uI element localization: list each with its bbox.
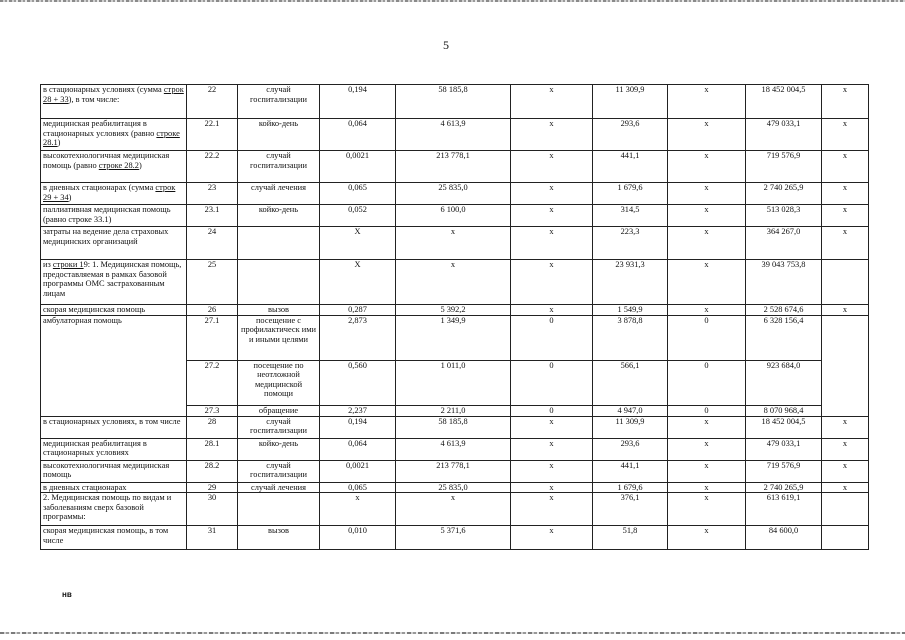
table-row: [41, 493, 869, 526]
row-name-text: скорая медицинская помощь: [43, 305, 146, 314]
row-name-text: паллиативная медицинская помощь (равно строке 33.1): [43, 205, 171, 224]
cost-cell: 5 371,6: [396, 526, 511, 550]
table-row: [41, 227, 869, 260]
table-row: [41, 438, 869, 460]
table-row: [41, 460, 869, 482]
row-name-text-tail: ), в том числе:: [68, 94, 120, 104]
row-name-text: медицинская реабилитация в стационарных условиях (равно: [43, 119, 157, 138]
oms-cost-cell: 376,1: [593, 493, 668, 526]
norm-cell: 0,065: [320, 482, 396, 493]
oms-sum-cell: 719 576,9: [746, 460, 822, 482]
oms-cost-cell: 11 309,9: [593, 85, 668, 119]
budget-cost-cell: х: [511, 416, 593, 438]
oms-sum-cell: 2 740 265,9: [746, 482, 822, 493]
norm-cell: 2,873: [320, 315, 396, 360]
budget-cost-cell: х: [511, 438, 593, 460]
row-number-cell: 23.1: [187, 205, 238, 227]
footer-mark: нв: [62, 590, 72, 599]
budget-cost-cell: х: [511, 305, 593, 316]
row-number-cell: 24: [187, 227, 238, 260]
budget-sum-cell: х: [668, 438, 746, 460]
row-number-cell: 29: [187, 482, 238, 493]
row-name-text: в стационарных условиях (сумма: [43, 85, 164, 94]
table-row: [41, 416, 869, 438]
row-name-cell: [41, 151, 187, 183]
row-name-text: в дневных стационарах (сумма: [43, 183, 156, 192]
oms-cost-cell: 4 947,0: [593, 405, 668, 416]
row-name-text-tail: 9: 1. Медицинская помощь, предоставляемая в рамках базовой программы ОМС застрахованным лицам: [43, 260, 182, 298]
row-name-text: высокотехнологичная медицинская помощь: [43, 460, 170, 480]
table-row: [41, 205, 869, 227]
unit-cell: [238, 260, 320, 305]
share-cell: х: [822, 227, 869, 260]
budget-cost-cell: х: [511, 119, 593, 151]
scan-edge-bottom: [0, 632, 905, 634]
unit-cell: посещение по неотложной медицинской помощи: [238, 360, 320, 405]
norm-cell: 0,064: [320, 119, 396, 151]
unit-cell: вызов: [238, 526, 320, 550]
cost-cell: 1 011,0: [396, 360, 511, 405]
table-row: [41, 482, 869, 493]
budget-sum-cell: х: [668, 119, 746, 151]
row-number-cell: 22: [187, 85, 238, 119]
row-number-cell: 22.1: [187, 119, 238, 151]
row-name-cell: [41, 227, 187, 260]
share-cell: [822, 526, 869, 550]
row-reference-link[interactable]: строке 28.1: [43, 128, 180, 148]
budget-sum-cell: х: [668, 151, 746, 183]
share-cell: х: [822, 482, 869, 493]
row-number-cell: 26: [187, 305, 238, 316]
row-name-text: 2. Медицинская помощь по видам и заболеваниям сверх базовой программы:: [43, 493, 172, 522]
table-row: [41, 305, 869, 316]
data-table: [40, 84, 869, 550]
budget-sum-cell: 0: [668, 360, 746, 405]
budget-cost-cell: х: [511, 460, 593, 482]
oms-sum-cell: 364 267,0: [746, 227, 822, 260]
budget-cost-cell: х: [511, 260, 593, 305]
oms-sum-cell: 479 033,1: [746, 119, 822, 151]
budget-sum-cell: х: [668, 227, 746, 260]
norm-cell: 0,065: [320, 183, 396, 205]
row-name-cell: [41, 315, 187, 416]
row-name-text: из: [43, 260, 53, 269]
oms-cost-cell: 23 931,3: [593, 260, 668, 305]
share-cell: х: [822, 183, 869, 205]
row-reference-link[interactable]: строке 28.2: [98, 160, 139, 170]
oms-cost-cell: 293,6: [593, 438, 668, 460]
unit-cell: посещение с профилактическ ими и иными целями: [238, 315, 320, 360]
budget-cost-cell: х: [511, 205, 593, 227]
budget-sum-cell: 0: [668, 315, 746, 360]
oms-sum-cell: 84 600,0: [746, 526, 822, 550]
row-number-cell: 22.2: [187, 151, 238, 183]
norm-cell: 2,237: [320, 405, 396, 416]
norm-cell: 0,194: [320, 85, 396, 119]
unit-cell: случай госпитализации: [238, 85, 320, 119]
share-cell: [822, 315, 869, 416]
cost-cell: 213 778,1: [396, 151, 511, 183]
oms-sum-cell: 513 028,3: [746, 205, 822, 227]
oms-cost-cell: 3 878,8: [593, 315, 668, 360]
oms-cost-cell: 1 549,9: [593, 305, 668, 316]
row-name-cell: [41, 526, 187, 550]
cost-cell: 58 185,8: [396, 85, 511, 119]
row-name-cell: [41, 438, 187, 460]
row-name-cell: [41, 119, 187, 151]
budget-sum-cell: х: [668, 85, 746, 119]
row-name-cell: [41, 305, 187, 316]
row-number-cell: 27.3: [187, 405, 238, 416]
row-name-text-tail: ): [68, 192, 72, 202]
cost-cell: 4 613,9: [396, 119, 511, 151]
unit-cell: вызов: [238, 305, 320, 316]
cost-cell: х: [396, 227, 511, 260]
table-row: [41, 119, 869, 151]
oms-cost-cell: 51,8: [593, 526, 668, 550]
oms-cost-cell: 11 309,9: [593, 416, 668, 438]
budget-sum-cell: х: [668, 416, 746, 438]
budget-cost-cell: х: [511, 151, 593, 183]
row-name-cell: [41, 183, 187, 205]
share-cell: х: [822, 119, 869, 151]
unit-cell: [238, 227, 320, 260]
budget-sum-cell: х: [668, 205, 746, 227]
row-reference-link[interactable]: строк 29 + 34: [43, 183, 176, 202]
row-name-text: амбулаторная помощь: [43, 315, 122, 325]
norm-cell: 0,287: [320, 305, 396, 316]
row-name-text-tail: ): [138, 160, 142, 170]
row-reference-link[interactable]: строк 28 + 33: [43, 85, 184, 104]
budget-sum-cell: х: [668, 260, 746, 305]
row-reference-link[interactable]: строки 1: [52, 260, 84, 269]
share-cell: х: [822, 460, 869, 482]
row-name-cell: [41, 493, 187, 526]
norm-cell: 0,010: [320, 526, 396, 550]
cost-cell: 25 835,0: [396, 183, 511, 205]
row-name-cell: [41, 85, 187, 119]
unit-cell: случай лечения: [238, 482, 320, 493]
table-body: [41, 85, 869, 550]
oms-sum-cell: 18 452 004,5: [746, 416, 822, 438]
oms-cost-cell: 314,5: [593, 205, 668, 227]
row-number-cell: 30: [187, 493, 238, 526]
share-cell: [822, 493, 869, 526]
row-number-cell: 28.2: [187, 460, 238, 482]
cost-cell: 58 185,8: [396, 416, 511, 438]
budget-cost-cell: х: [511, 482, 593, 493]
budget-cost-cell: 0: [511, 360, 593, 405]
cost-cell: 6 100,0: [396, 205, 511, 227]
table-row: [41, 526, 869, 550]
row-name-cell: [41, 205, 187, 227]
page-number: 5: [443, 38, 449, 52]
row-name-text: затраты на ведение дела страховых медицинских организаций: [43, 227, 169, 246]
share-cell: х: [822, 151, 869, 183]
share-cell: х: [822, 416, 869, 438]
oms-cost-cell: 223,3: [593, 227, 668, 260]
norm-cell: 0,0021: [320, 151, 396, 183]
budget-cost-cell: х: [511, 526, 593, 550]
budget-sum-cell: 0: [668, 405, 746, 416]
oms-sum-cell: 6 328 156,4: [746, 315, 822, 360]
share-cell: х: [822, 85, 869, 119]
unit-cell: койко-день: [238, 119, 320, 151]
cost-cell: х: [396, 493, 511, 526]
row-name-cell: [41, 260, 187, 305]
oms-sum-cell: 923 684,0: [746, 360, 822, 405]
table-row: [41, 315, 869, 360]
oms-sum-cell: 39 043 753,8: [746, 260, 822, 305]
row-number-cell: 23: [187, 183, 238, 205]
row-number-cell: 25: [187, 260, 238, 305]
norm-cell: 0,194: [320, 416, 396, 438]
row-name-cell: [41, 460, 187, 482]
row-number-cell: 28.1: [187, 438, 238, 460]
oms-sum-cell: 613 619,1: [746, 493, 822, 526]
cost-cell: 213 778,1: [396, 460, 511, 482]
oms-cost-cell: 1 679,6: [593, 482, 668, 493]
row-number-cell: 27.1: [187, 315, 238, 360]
norm-cell: 0,064: [320, 438, 396, 460]
cost-cell: 4 613,9: [396, 438, 511, 460]
row-name-text: в дневных стационарах: [43, 482, 127, 492]
norm-cell: 0,0021: [320, 460, 396, 482]
share-cell: х: [822, 205, 869, 227]
budget-cost-cell: 0: [511, 405, 593, 416]
oms-sum-cell: 18 452 004,5: [746, 85, 822, 119]
unit-cell: койко-день: [238, 205, 320, 227]
oms-cost-cell: 441,1: [593, 460, 668, 482]
budget-sum-cell: х: [668, 305, 746, 316]
budget-sum-cell: х: [668, 482, 746, 493]
oms-cost-cell: 566,1: [593, 360, 668, 405]
share-cell: х: [822, 438, 869, 460]
row-name-text-tail: ): [57, 138, 61, 148]
unit-cell: случай лечения: [238, 183, 320, 205]
row-name-text: скорая медицинская помощь, в том числе: [43, 526, 169, 545]
unit-cell: койко-день: [238, 438, 320, 460]
budget-sum-cell: х: [668, 526, 746, 550]
row-name-text: в стационарных условиях, в том числе: [43, 416, 181, 426]
share-cell: [822, 260, 869, 305]
oms-sum-cell: 719 576,9: [746, 151, 822, 183]
row-number-cell: 28: [187, 416, 238, 438]
budget-cost-cell: х: [511, 85, 593, 119]
norm-cell: х: [320, 493, 396, 526]
budget-sum-cell: х: [668, 183, 746, 205]
unit-cell: случай госпитализации: [238, 151, 320, 183]
oms-cost-cell: 1 679,6: [593, 183, 668, 205]
unit-cell: обращение: [238, 405, 320, 416]
row-name-cell: [41, 416, 187, 438]
cost-cell: 25 835,0: [396, 482, 511, 493]
oms-sum-cell: 2 740 265,9: [746, 183, 822, 205]
table-row: [41, 260, 869, 305]
cost-cell: 1 349,9: [396, 315, 511, 360]
budget-cost-cell: х: [511, 183, 593, 205]
norm-cell: 0,052: [320, 205, 396, 227]
oms-cost-cell: 293,6: [593, 119, 668, 151]
cost-cell: 5 392,2: [396, 305, 511, 316]
cost-cell: х: [396, 260, 511, 305]
scan-edge-top: [0, 0, 905, 2]
oms-sum-cell: 479 033,1: [746, 438, 822, 460]
norm-cell: Х: [320, 227, 396, 260]
unit-cell: случай госпитализации: [238, 460, 320, 482]
budget-sum-cell: х: [668, 460, 746, 482]
oms-sum-cell: 2 528 674,6: [746, 305, 822, 316]
norm-cell: 0,560: [320, 360, 396, 405]
oms-cost-cell: 441,1: [593, 151, 668, 183]
table-row: [41, 183, 869, 205]
row-number-cell: 27.2: [187, 360, 238, 405]
cost-cell: 2 211,0: [396, 405, 511, 416]
row-number-cell: 31: [187, 526, 238, 550]
budget-cost-cell: х: [511, 493, 593, 526]
norm-cell: Х: [320, 260, 396, 305]
share-cell: х: [822, 305, 869, 316]
row-name-cell: [41, 482, 187, 493]
row-name-text: медицинская реабилитация в стационарных условиях: [43, 438, 147, 458]
budget-cost-cell: 0: [511, 315, 593, 360]
row-name-text: высокотехнологичная медицинская помощь (равно: [43, 151, 170, 170]
table-row: [41, 85, 869, 119]
budget-sum-cell: х: [668, 493, 746, 526]
oms-sum-cell: 8 070 968,4: [746, 405, 822, 416]
unit-cell: случай госпитализации: [238, 416, 320, 438]
budget-cost-cell: х: [511, 227, 593, 260]
table-row: [41, 151, 869, 183]
unit-cell: [238, 493, 320, 526]
